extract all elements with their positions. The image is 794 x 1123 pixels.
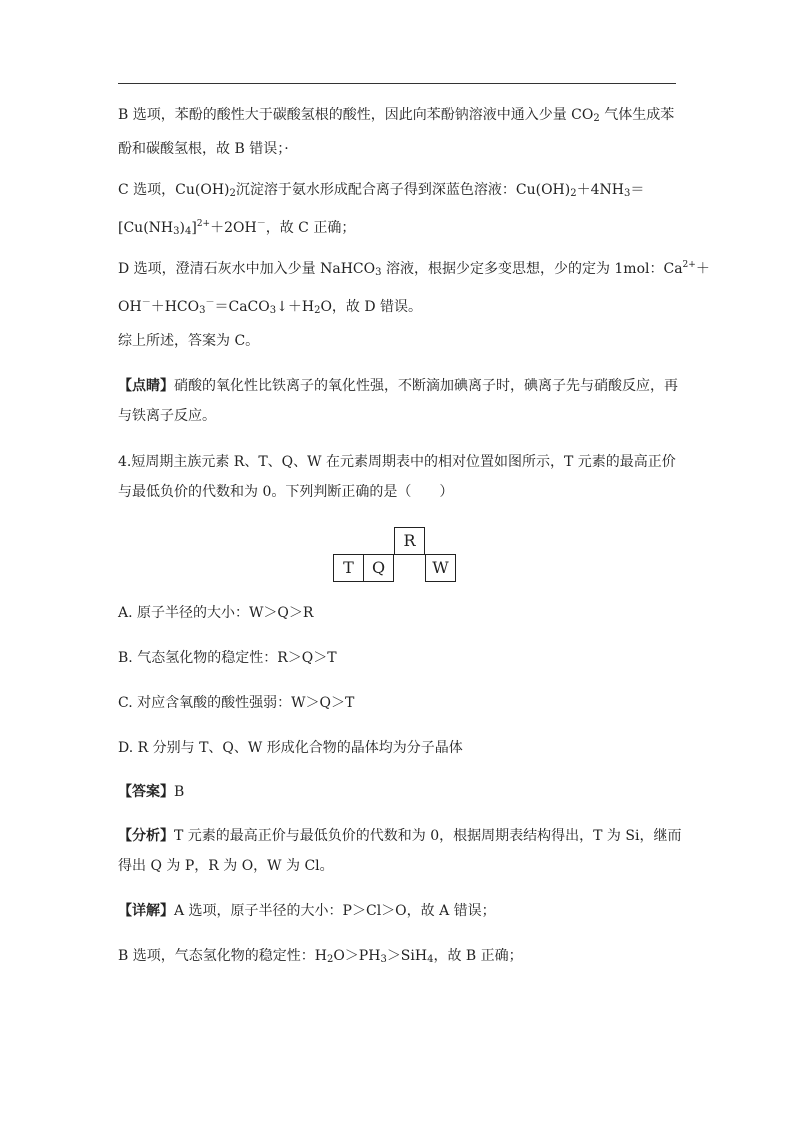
subscript: 3: [375, 267, 382, 278]
text-line: 4.短周期主族元素 R、T、Q、W 在元素周期表中的相对位置如图所示，T 元素的最高正价: [118, 454, 676, 470]
paragraph-c-option: [118, 175, 678, 247]
detail-b-line: [118, 941, 678, 975]
text-line: ＋4NH: [576, 182, 624, 198]
text-line: 与铁离子反应。: [118, 408, 216, 424]
cell-w: W: [425, 554, 456, 582]
cell-t: T: [333, 554, 364, 582]
text-line: ]: [191, 220, 197, 236]
text-line: ): [179, 220, 185, 236]
section-tag: 【详解】: [118, 903, 174, 919]
subscript: 2: [570, 188, 577, 199]
text-line: 沉淀溶于氨水形成配合离子得到深蓝色溶液：Cu(OH): [235, 182, 571, 198]
answer-line: [118, 777, 678, 807]
paragraph-d-option: [118, 250, 710, 326]
paragraph-note: [118, 371, 678, 431]
header-rule: [118, 83, 676, 84]
text-line: OH: [118, 299, 142, 315]
text-line: ＞SiH: [386, 948, 428, 964]
section-tag: 【点睛】: [118, 378, 174, 394]
detail-line: [118, 896, 678, 926]
text-line: O，故 D 错误。: [320, 299, 423, 315]
superscript: －: [141, 298, 151, 308]
subscript: 2: [314, 305, 321, 316]
answer-value: B: [174, 784, 185, 800]
option-d: [118, 733, 678, 763]
option-c: [118, 688, 678, 718]
text-line: T 元素的最高正价与最低负价的代数和为 0，根据周期表结构得出，T 为 Si，继而: [174, 828, 682, 844]
cell-r: R: [394, 527, 425, 555]
text-line: ↓＋H: [276, 299, 315, 315]
text-line: 硝酸的氧化性比铁离子的氧化性强，不断滴加碘离子时，碘离子先与硝酸反应，再: [174, 378, 678, 394]
text-line: C 选项，Cu(OH): [118, 182, 230, 198]
text-line: 气体生成苯: [599, 107, 675, 123]
text-line: A 选项，原子半径的大小：P＞Cl＞O，故 A 错误；: [174, 903, 496, 919]
section-tag: 【分析】: [118, 828, 174, 844]
text-line: 得出 Q 为 P，R 为 O，W 为 Cl。: [118, 858, 334, 874]
summary-line: [118, 326, 678, 356]
text-line: 酚和碳酸氢根，故 B 错误；·: [118, 141, 289, 157]
text-line: B 选项，苯酚的酸性大于碳酸氢根的酸性，因此向苯酚钠溶液中通入少量 CO: [118, 107, 594, 123]
text-line: 综上所述，答案为 C。: [118, 333, 260, 349]
superscript: 2+: [682, 260, 696, 270]
subscript: 3: [199, 305, 206, 316]
option-text: C. 对应含氧酸的酸性强弱：W＞Q＞T: [118, 695, 355, 711]
text-line: ，故 B 正确；: [433, 948, 523, 964]
superscript: －: [205, 298, 215, 308]
option-text: A. 原子半径的大小：W＞Q＞R: [118, 605, 314, 621]
subscript: 3: [173, 226, 180, 237]
subscript: 3: [623, 188, 631, 199]
text-line: 与最低负价的代数和为 0。下列判断正确的是（ ）: [118, 484, 454, 500]
subscript: 3: [269, 305, 277, 316]
subscript: 2: [229, 188, 236, 199]
subscript: 2: [593, 113, 600, 124]
option-text: D. R 分别与 T、Q、W 形成化合物的晶体均为分子晶体: [118, 740, 463, 756]
text-line: B 选项，气态氢化物的稳定性：H: [118, 948, 327, 964]
section-tag: 【答案】: [118, 784, 174, 800]
option-text: B. 气态氢化物的稳定性：R＞Q＞T: [118, 650, 337, 666]
subscript: 3: [380, 954, 387, 965]
text-line: ＝: [630, 182, 645, 198]
text-line: [Cu(NH: [118, 220, 174, 236]
cell-q: Q: [363, 554, 394, 582]
text-line: D 选项，澄清石灰水中加入少量 NaHCO: [118, 261, 376, 277]
option-a: [118, 598, 678, 628]
option-b: [118, 643, 678, 673]
text-line: 溶液，根据少定多变思想，少的定为 1mol：Ca: [381, 261, 683, 277]
subscript: 2: [326, 954, 334, 965]
text-line: ，故 C 正确；: [265, 220, 356, 236]
text-line: O＞PH: [333, 948, 381, 964]
superscript: －: [256, 219, 266, 229]
paragraph-b-option: [118, 100, 678, 164]
subscript: 4: [427, 954, 434, 965]
text-line: ＋2OH: [210, 220, 257, 236]
text-line: ＋HCO: [150, 299, 200, 315]
superscript: 2+: [196, 219, 211, 229]
text-line: ＋: [695, 261, 710, 277]
subscript: 4: [184, 226, 192, 237]
analysis-paragraph: [118, 821, 682, 881]
question-4: [118, 447, 678, 507]
text-line: ＝CaCO: [214, 299, 270, 315]
